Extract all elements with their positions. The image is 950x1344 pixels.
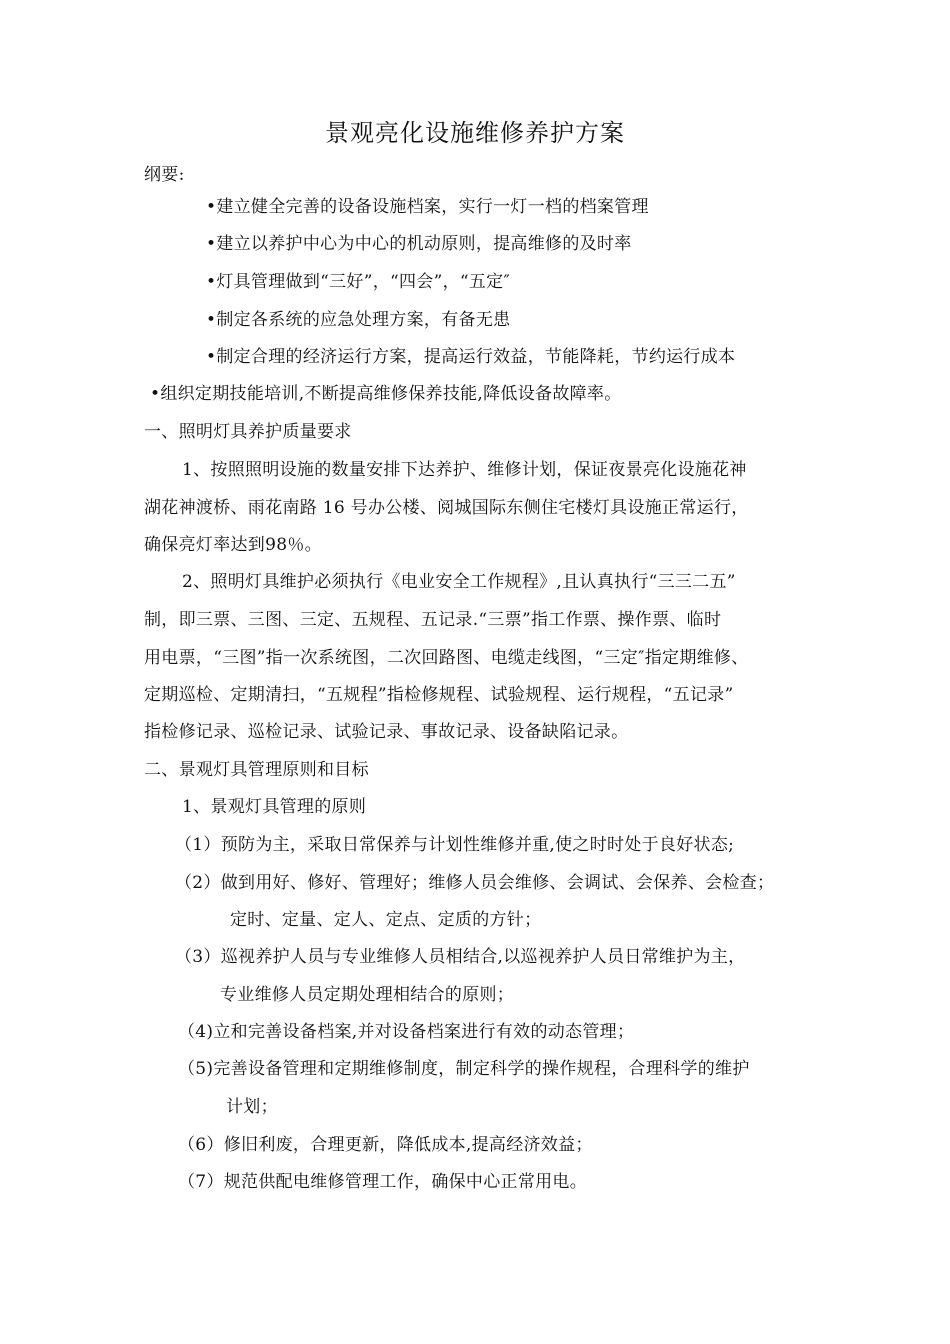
paragraph-line: 湖花神渡桥、雨花南路 16 号办公楼、阅城国际东侧住宅楼灯具设施正常运行， [144,498,749,518]
paragraph-line: 用电票，“三图”指一次系统图，二次回路图、电缆走线图，“三定″指定期维修、 [144,648,749,668]
section-heading: 一、照明灯具养护质量要求 [144,422,352,442]
principle-item: （4)立和完善设备档案,并对设备档案进行有效的动态管理； [178,1022,635,1042]
principle-item-continuation: 专业维修人员定期处理相结合的原则； [220,985,515,1005]
paragraph-line: 指检修记录、巡检记录、试验记录、事故记录、设备缺陷记录。 [144,722,629,742]
summary-bullet: •组织定期技能培训,不断提高维修保养技能,降低设备故障率。 [150,384,622,404]
paragraph-line: 2、照明灯具维护必须执行《电业安全工作规程》,且认真执行“三三二五” [182,572,736,592]
principle-item: （7）规范供配电维修管理工作，确保中心正常用电。 [178,1172,588,1192]
principle-item-continuation: 计划； [226,1097,278,1117]
principle-item: （1）预防为主，采取日常保养与计划性维修并重,使之时时处于良好状态; [175,835,735,855]
summary-bullet: •建立健全完善的设备设施档案，实行一灯一档的档案管理 [206,197,649,217]
principle-item: （5)完善设备管理和定期维修制度，制定科学的操作规程，合理科学的维护 [178,1059,750,1079]
principle-item: （3）巡视养护人员与专业维修人员相结合,以巡视养护人员日常维护为主， [175,947,746,967]
subsection-heading: 1、景观灯具管理的原则 [182,797,367,817]
summary-bullet: •制定各系统的应急处理方案，有备无患 [206,310,511,330]
paragraph-line: 1、按照照明设施的数量安排下达养护、维修计划，保证夜景亮化设施花神 [182,460,747,480]
summary-bullet: •建立以养护中心为中心的机动原则，提高维修的及时率 [206,234,632,254]
summary-bullet: •制定合理的经济运行方案，提高运行效益，节能降耗，节约运行成本 [206,347,736,367]
document-title: 景观亮化设施维修养护方案 [325,119,625,147]
paragraph-line: 定期巡检、定期清扫，“五规程”指检修规程、试验规程、运行规程，“五记录” [144,685,734,705]
summary-label: 纲要: [144,165,185,185]
principle-item-continuation: 定时、定量、定人、定点、定质的方针； [230,910,542,930]
principle-item: （6）修旧利废，合理更新，降低成本,提高经济效益； [178,1135,593,1155]
section-heading: 二、景观灯具管理原则和目标 [144,760,369,780]
principle-item: （2）做到用好、修好、管理好；维修人员会维修、会调试、会保养、会检查； [175,873,775,893]
paragraph-line: 确保亮灯率达到98％。 [144,535,322,555]
paragraph-line: 制，即三票、三图、三定、五规程、五记录.“三票”指工作票、操作票、临时 [144,610,722,630]
summary-bullet: •灯具管理做到“三好”，“四会”，“五定″ [206,272,511,292]
